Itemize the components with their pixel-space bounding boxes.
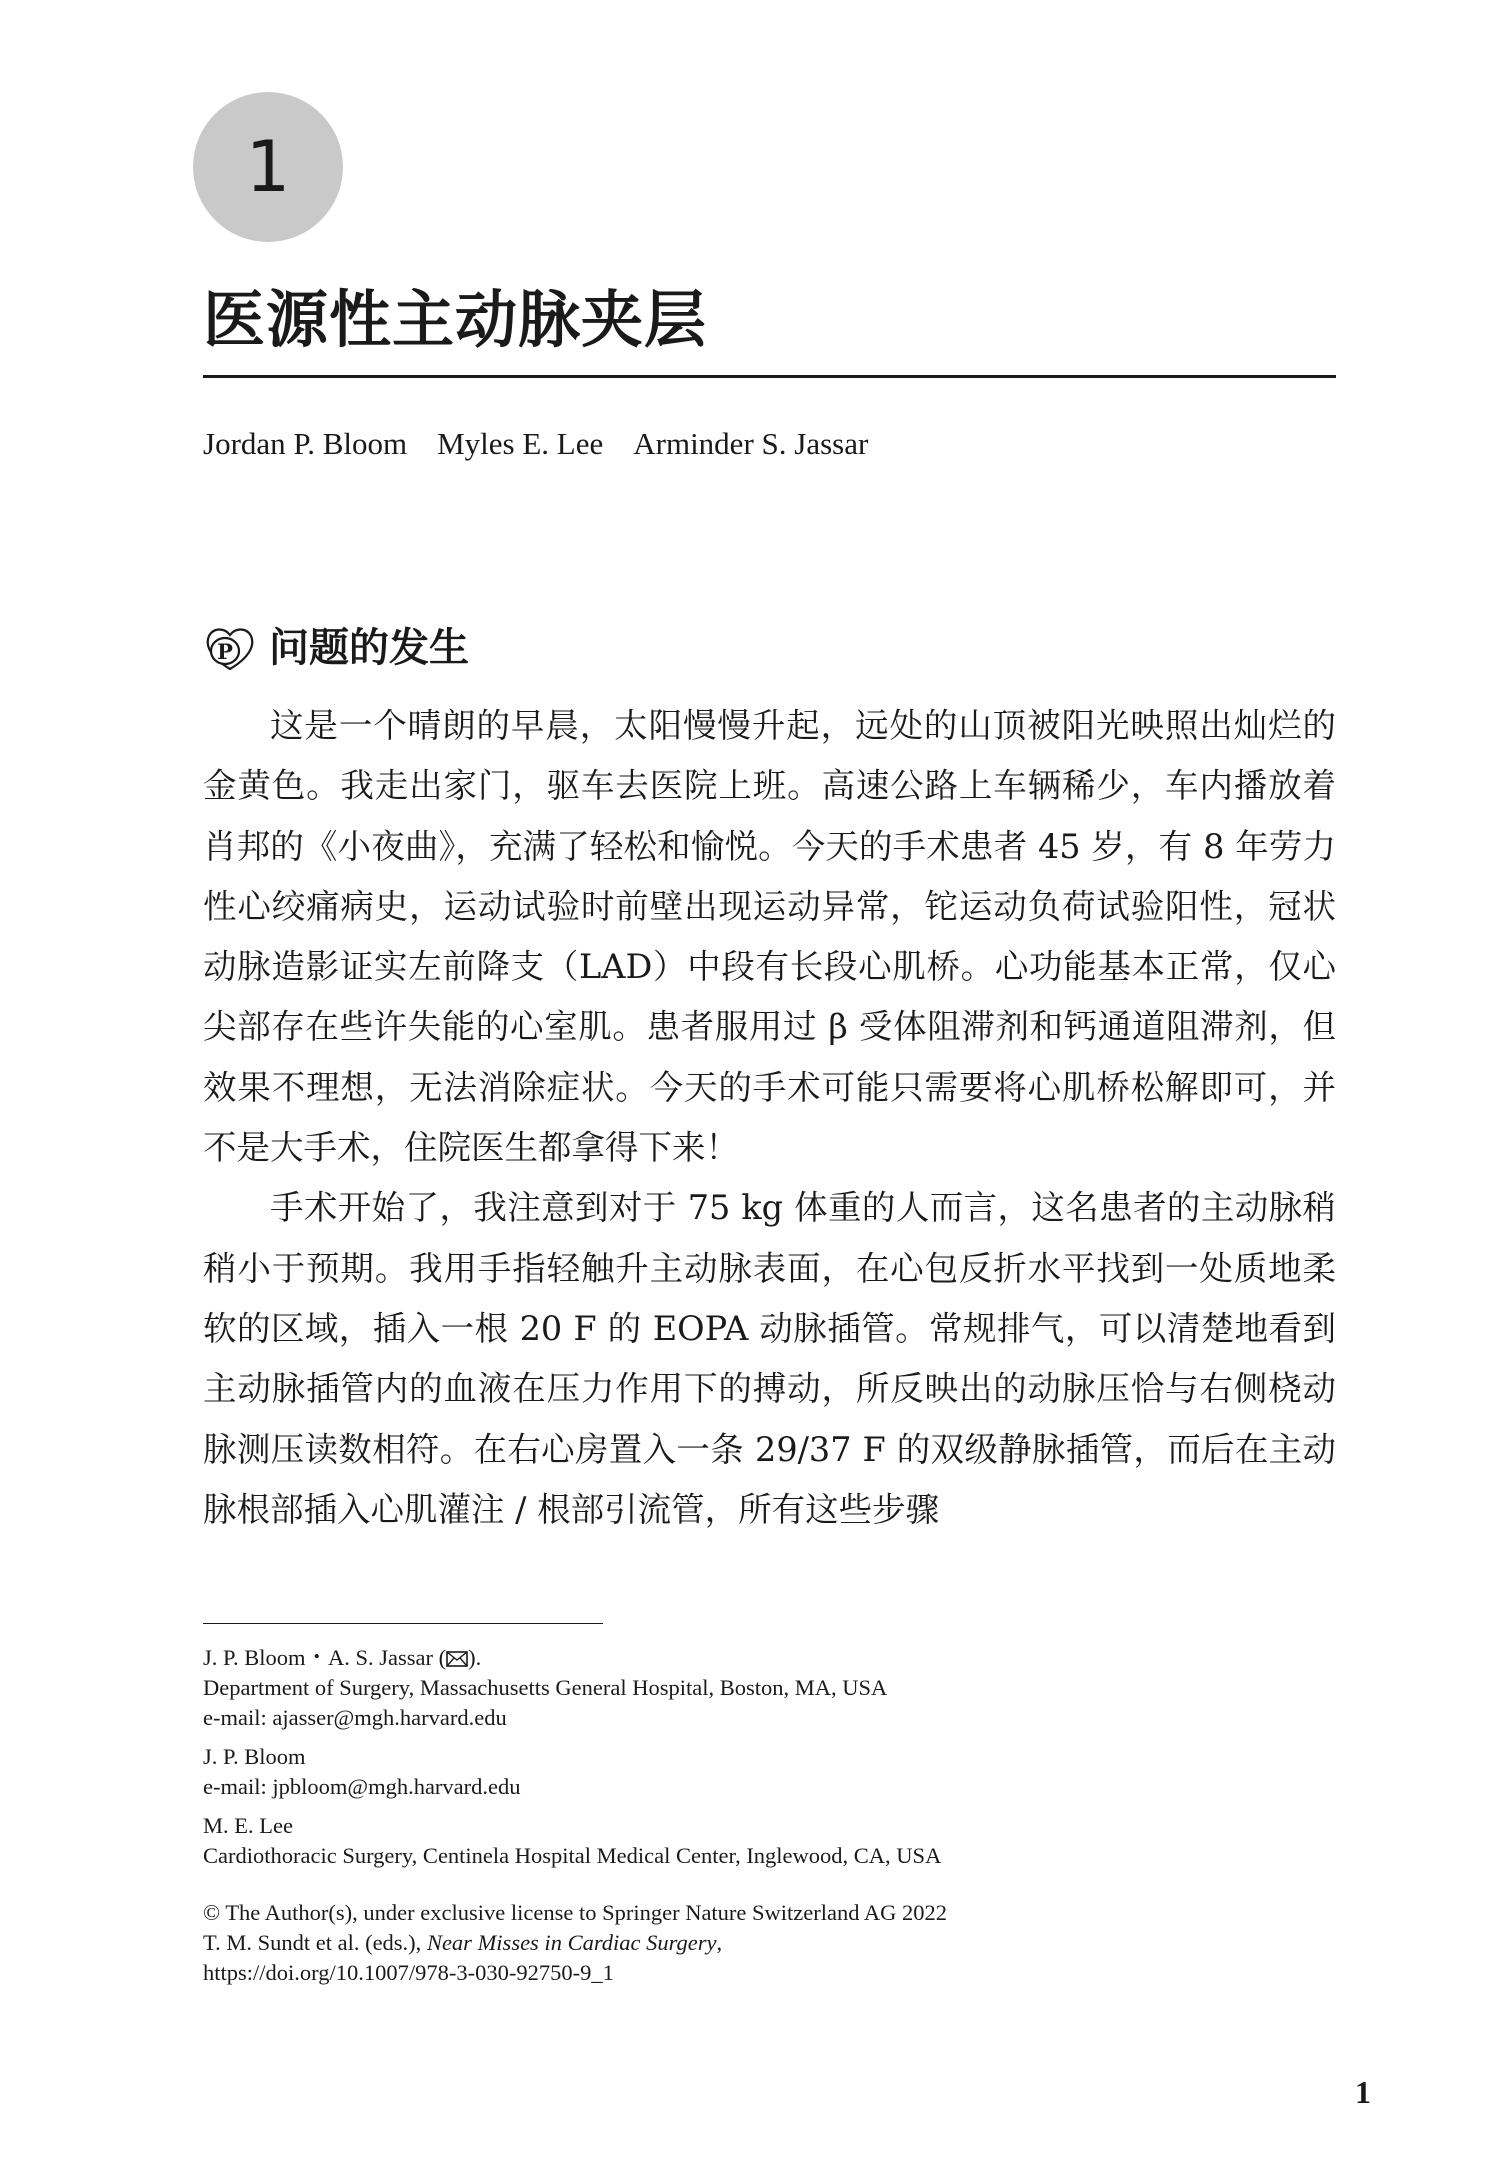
footnotes [203,1643,1336,1997]
author-initials: J. P. Bloom [203,1744,306,1769]
author-email: e-mail: jpbloom@mgh.harvard.edu [203,1774,521,1799]
page-number: 1 [1355,2074,1371,2110]
title-divider [203,375,1336,378]
chapter-number-badge [193,92,343,242]
section-heading [203,620,469,676]
book-citation: T. M. Sundt et al. (eds.), Near Misses in Cardiac Surgery, [203,1930,723,1955]
paragraph: 手术开始了，我注意到对于 75 kg 体重的人而言，这名患者的主动脉稍稍小于预期。我用手指轻触升主动脉表面，在心包反折水平找到一处质地柔软的区域，插入一根 20 F 的 EOPA 动脉插管。常规排气，可以清楚地看到主动脉插管内的血液在压力作用下的搏动，所反映出的动脉压恰与右侧桡动脉测压读数相符。在右心房置入一条 29/37 F 的双级静脉插管，而后在主动脉根部插入心肌灌注 / 根部引流管，所有这些步骤 [203,1188,1336,1529]
corresponding-authors: J. P. Bloom・A. S. Jassar ( ). [203,1645,482,1670]
book-title: Near Misses in Cardiac Surgery [426,1930,717,1955]
author-initials: M. E. Lee [203,1813,293,1838]
footnote-divider [203,1623,603,1624]
chapter-title: 医源性主动脉夹层 [203,283,708,356]
paragraph: 这是一个晴朗的早晨，太阳慢慢升起，远处的山顶被阳光映照出灿烂的金黄色。我走出家门，驱车去医院上班。高速公路上车辆稀少，车内播放着肖邦的《小夜曲》，充满了轻松和愉悦。今天的手术患者 45 岁，有 8 年劳力性心绞痛病史，运动试验时前壁出现运动异常，铊运动负荷试验阳性，冠状动脉造影证实左前降支（LAD）中段有长段心肌桥。心功能基本正常，仅心尖部存在些许失能的心室肌。患者服用过 β 受体阻滞剂和钙通道阻滞剂，但效果不理想，无法消除症状。今天的手术可能只需要将心肌桥松解即可，并不是大手术，住院医生都拿得下来！ [203,706,1336,1168]
author-list [203,424,868,464]
problem-section-icon [203,623,257,673]
section-title: 问题的发生 [269,625,469,671]
affiliation-block [203,1742,1336,1802]
affiliation-block [203,1643,1336,1733]
affiliation-department: Department of Surgery, Massachusetts General Hospital, Boston, MA, USA [203,1675,888,1700]
copyright-notice: © The Author(s), under exclusive license to Springer Nature Switzerland AG 2022 [203,1900,948,1925]
envelope-icon [446,1651,468,1667]
author-email: e-mail: ajasser@mgh.harvard.edu [203,1705,507,1730]
section-icon-letter: P [217,639,233,664]
doi-link[interactable]: https://doi.org/10.1007/978-3-030-92750-9_1 [203,1960,614,1985]
chapter-number: 1 [245,126,291,208]
body-text [203,696,1336,1540]
author-name: Arminder S. Jassar [633,426,869,461]
author-name: Jordan P. Bloom [203,426,408,461]
copyright-block [203,1898,1336,1988]
affiliation-department: Cardiothoracic Surgery, Centinela Hospital Medical Center, Inglewood, CA, USA [203,1843,942,1868]
affiliation-block [203,1811,1336,1871]
author-name: Myles E. Lee [437,426,604,461]
